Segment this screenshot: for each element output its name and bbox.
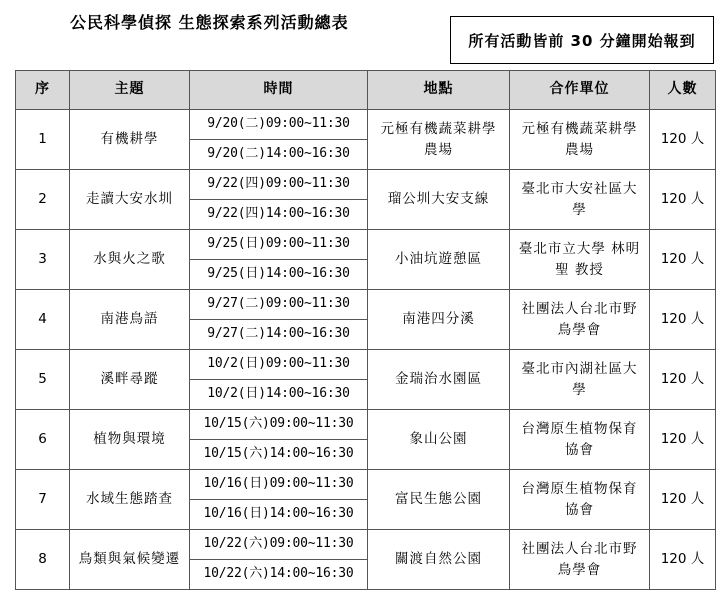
header-place: 地點 — [368, 71, 510, 110]
cell-time-afternoon: 10/15(六)14:00~16:30 — [190, 440, 368, 470]
cell-time-afternoon: 10/16(日)14:00~16:30 — [190, 500, 368, 530]
cell-no: 6 — [16, 410, 70, 470]
cell-time-afternoon: 9/25(日)14:00~16:30 — [190, 260, 368, 290]
cell-no: 3 — [16, 230, 70, 290]
cell-partner: 台灣原生植物保育協會 — [510, 470, 650, 530]
cell-partner: 臺北市大安社區大學 — [510, 170, 650, 230]
cell-place: 元極有機蔬菜耕學農場 — [368, 110, 510, 170]
table-row — [16, 410, 716, 440]
cell-people: 120 人 — [650, 470, 716, 530]
header-time: 時間 — [190, 71, 368, 110]
cell-people: 120 人 — [650, 110, 716, 170]
cell-place: 南港四分溪 — [368, 290, 510, 350]
cell-no: 2 — [16, 170, 70, 230]
cell-people: 120 人 — [650, 290, 716, 350]
cell-time-morning: 9/27(二)09:00~11:30 — [190, 290, 368, 320]
cell-time-afternoon: 9/22(四)14:00~16:30 — [190, 200, 368, 230]
table-row — [16, 290, 716, 320]
cell-place: 富民生態公園 — [368, 470, 510, 530]
cell-people: 120 人 — [650, 170, 716, 230]
cell-partner: 元極有機蔬菜耕學農場 — [510, 110, 650, 170]
cell-topic: 水域生態踏查 — [70, 470, 190, 530]
cell-partner: 台灣原生植物保育協會 — [510, 410, 650, 470]
cell-place: 象山公園 — [368, 410, 510, 470]
table-row — [16, 230, 716, 260]
cell-people: 120 人 — [650, 530, 716, 590]
cell-topic: 有機耕學 — [70, 110, 190, 170]
cell-no: 8 — [16, 530, 70, 590]
cell-topic: 南港鳥語 — [70, 290, 190, 350]
activity-table — [15, 70, 716, 590]
cell-topic: 溪畔尋蹤 — [70, 350, 190, 410]
cell-time-morning: 10/16(日)09:00~11:30 — [190, 470, 368, 500]
cell-time-morning: 10/22(六)09:00~11:30 — [190, 530, 368, 560]
cell-time-afternoon: 10/2(日)14:00~16:30 — [190, 380, 368, 410]
header-no: 序 — [16, 71, 70, 110]
cell-topic: 鳥類與氣候變遷 — [70, 530, 190, 590]
cell-place: 關渡自然公園 — [368, 530, 510, 590]
cell-no: 7 — [16, 470, 70, 530]
cell-partner: 社團法人台北市野鳥學會 — [510, 530, 650, 590]
cell-partner: 社團法人台北市野鳥學會 — [510, 290, 650, 350]
cell-time-morning: 9/22(四)09:00~11:30 — [190, 170, 368, 200]
cell-topic: 植物與環境 — [70, 410, 190, 470]
registration-notice: 所有活動皆前 30 分鐘開始報到 — [450, 16, 714, 64]
cell-no: 4 — [16, 290, 70, 350]
table-row — [16, 350, 716, 380]
table-row — [16, 530, 716, 560]
table-row — [16, 170, 716, 200]
cell-people: 120 人 — [650, 230, 716, 290]
cell-time-afternoon: 9/27(二)14:00~16:30 — [190, 320, 368, 350]
cell-time-morning: 10/2(日)09:00~11:30 — [190, 350, 368, 380]
cell-place: 小油坑遊憩區 — [368, 230, 510, 290]
cell-partner: 臺北市內湖社區大學 — [510, 350, 650, 410]
cell-people: 120 人 — [650, 410, 716, 470]
cell-no: 1 — [16, 110, 70, 170]
table-header-row — [16, 71, 716, 110]
cell-place: 金瑞治水園區 — [368, 350, 510, 410]
cell-topic: 走讀大安水圳 — [70, 170, 190, 230]
header-people: 人數 — [650, 71, 716, 110]
cell-no: 5 — [16, 350, 70, 410]
cell-time-afternoon: 10/22(六)14:00~16:30 — [190, 560, 368, 590]
cell-people: 120 人 — [650, 350, 716, 410]
cell-partner: 臺北市立大學 林明聖 教授 — [510, 230, 650, 290]
cell-time-morning: 9/20(二)09:00~11:30 — [190, 110, 368, 140]
cell-topic: 水與火之歌 — [70, 230, 190, 290]
cell-time-morning: 9/25(日)09:00~11:30 — [190, 230, 368, 260]
header-topic: 主題 — [70, 71, 190, 110]
table-row — [16, 110, 716, 140]
page-title: 公民科學偵探 生態探索系列活動總表 — [70, 13, 349, 32]
table-row — [16, 470, 716, 500]
cell-place: 瑠公圳大安支線 — [368, 170, 510, 230]
cell-time-afternoon: 9/20(二)14:00~16:30 — [190, 140, 368, 170]
cell-time-morning: 10/15(六)09:00~11:30 — [190, 410, 368, 440]
header-partner: 合作單位 — [510, 71, 650, 110]
